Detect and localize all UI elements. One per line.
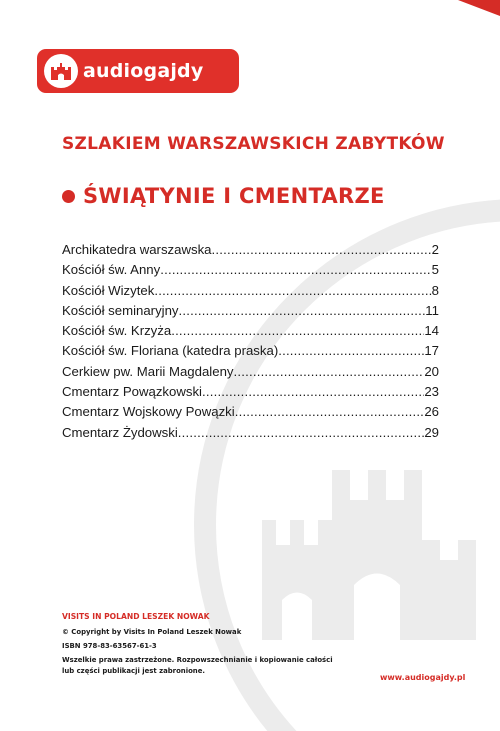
toc-entry-page: 11 (425, 302, 439, 318)
toc-entry[interactable] (62, 283, 439, 303)
website-link[interactable]: www.audiogajdy.pl (380, 673, 466, 682)
logo-wordmark: audiogajdy (83, 60, 204, 82)
toc-entry-label: Kościół św. Krzyża (62, 323, 172, 339)
toc-entry-label: Archikatedra warszawska (62, 242, 212, 257)
toc-entry-label: Cmentarz Żydowski (62, 424, 178, 440)
series-title: SZLAKIEM WARSZAWSKICH ZABYTKÓW (62, 134, 445, 154)
corner-accent (458, 0, 500, 16)
toc-leader-dots (171, 323, 424, 338)
copyright-line: © Copyright by Visits In Poland Leszek Nowak (62, 628, 242, 636)
toc-entry[interactable] (62, 425, 439, 445)
imprint (62, 612, 462, 678)
castle-badge-icon (44, 54, 78, 88)
toc-leader-dots (179, 303, 426, 318)
toc-entry-page: 5 (431, 262, 439, 278)
toc-entry[interactable] (62, 323, 439, 343)
audiogajdy-logo (37, 49, 239, 93)
toc-leader-dots (154, 283, 431, 298)
toc-entry-label: Kościół św. Floriana (katedra praska) (62, 343, 279, 359)
toc-entry-page: 29 (424, 424, 439, 440)
toc-entry-label: Cmentarz Wojskowy Powązki (62, 404, 235, 420)
toc-entry-page: 23 (424, 384, 439, 400)
toc-leader-dots (278, 343, 424, 358)
toc-entry-page: 14 (424, 323, 439, 339)
toc-entry-page: 17 (424, 343, 439, 359)
book-title (62, 184, 385, 208)
table-of-contents (62, 242, 439, 445)
toc-entry[interactable] (62, 303, 439, 323)
toc-leader-dots (202, 384, 424, 399)
book-title-text: ŚWIĄTYNIE I CMENTARZE (83, 184, 385, 208)
toc-leader-dots (234, 364, 425, 379)
toc-entry[interactable] (62, 262, 439, 282)
toc-entry-page: 20 (424, 363, 439, 379)
toc-entry[interactable] (62, 242, 439, 262)
toc-leader-dots (235, 404, 425, 419)
toc-entry[interactable] (62, 343, 439, 363)
toc-leader-dots (212, 242, 432, 257)
toc-entry-page: 8 (431, 282, 439, 298)
toc-leader-dots (178, 425, 425, 440)
toc-entry[interactable] (62, 384, 439, 404)
title-bullet-icon (62, 190, 75, 203)
toc-entry-label: Kościół Wizytek (62, 282, 155, 298)
toc-entry-label: Cerkiew pw. Marii Magdaleny (62, 363, 234, 379)
rights-line-2: lub części publikacji jest zabronione. (62, 667, 206, 675)
toc-entry-page: 2 (431, 242, 439, 257)
toc-entry-label: Kościół seminaryjny (62, 302, 179, 318)
rights-line-1: Wszelkie prawa zastrzeżone. Rozpowszechnianie i kopiowanie całości (62, 656, 333, 664)
toc-entry[interactable] (62, 404, 439, 424)
publisher-name: VISITS IN POLAND LESZEK NOWAK (62, 612, 210, 621)
toc-leader-dots (160, 262, 431, 277)
toc-entry[interactable] (62, 364, 439, 384)
toc-entry-page: 26 (424, 404, 439, 420)
toc-entry-label: Cmentarz Powązkowski (62, 384, 202, 400)
toc-entry-label: Kościół św. Anny (62, 262, 161, 278)
isbn-line: ISBN 978-83-63567-61-3 (62, 642, 157, 650)
